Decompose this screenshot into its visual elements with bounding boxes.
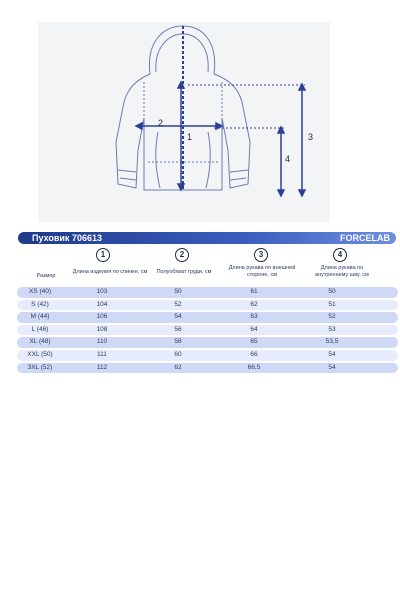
- measure-label-2: 2: [158, 118, 164, 128]
- value-cell: 50: [328, 288, 336, 295]
- value-cell: 65: [250, 338, 258, 346]
- value-cell: 54: [328, 363, 336, 371]
- value-cell: 112: [96, 363, 108, 371]
- column-number-circle: 3: [254, 248, 268, 262]
- size-cell: L (46): [31, 325, 49, 333]
- value-cell: 51: [328, 300, 336, 308]
- size-cell: S (42): [31, 300, 49, 308]
- table-row: [17, 311, 398, 324]
- column-header: Длина рукава по внешней стороне, см: [228, 265, 296, 278]
- value-cell: 62: [250, 300, 258, 308]
- jacket-drawing: [38, 22, 330, 222]
- value-cell: 110: [96, 338, 108, 346]
- table-row: [17, 362, 398, 375]
- column-header: Полуобхват груди, см: [156, 269, 212, 275]
- value-cell: 104: [96, 300, 108, 308]
- value-cell: 58: [174, 338, 182, 346]
- measure-label-1: 1: [187, 132, 193, 142]
- value-cell: 52: [174, 300, 182, 308]
- value-cell: 60: [174, 350, 182, 358]
- value-cell: 54: [328, 350, 336, 358]
- column-number-circle: 2: [175, 248, 189, 262]
- value-cell: 53,5: [325, 338, 339, 346]
- measure-label-3: 3: [308, 132, 314, 142]
- value-cell: 52: [328, 313, 336, 321]
- size-table: [17, 286, 398, 374]
- column-number-row: [0, 248, 400, 262]
- value-cell: 63: [250, 313, 258, 321]
- value-cell: 66,5: [247, 363, 261, 371]
- value-cell: 64: [250, 325, 258, 333]
- table-row: [17, 349, 398, 362]
- value-cell: 111: [97, 350, 107, 358]
- table-row: [17, 324, 398, 337]
- value-cell: 54: [174, 313, 182, 321]
- table-row: [17, 299, 398, 312]
- column-headers: [0, 265, 400, 287]
- size-cell: XS (40): [28, 288, 52, 295]
- size-cell: 3XL (52): [27, 363, 53, 371]
- column-number-circle: 4: [333, 248, 347, 262]
- table-row: [17, 336, 398, 349]
- column-header: Длина рукава по внутреннему шву, см: [315, 265, 369, 278]
- table-title-bar: [18, 232, 396, 244]
- value-cell: 61: [250, 288, 258, 295]
- size-cell: XXL (50): [27, 350, 53, 358]
- measure-label-4: 4: [285, 154, 291, 164]
- jacket-sketch: [38, 22, 330, 222]
- size-cell: XL (48): [29, 338, 51, 346]
- value-cell: 66: [250, 350, 258, 358]
- value-cell: 108: [96, 325, 108, 333]
- size-column-header: Размер: [36, 273, 56, 279]
- brand-name: FORCELAB: [340, 233, 390, 243]
- column-number-circle: 1: [96, 248, 110, 262]
- value-cell: 50: [174, 288, 182, 295]
- value-cell: 56: [174, 325, 182, 333]
- value-cell: 106: [96, 313, 108, 321]
- value-cell: 53: [328, 325, 336, 333]
- value-cell: 62: [174, 363, 182, 371]
- value-cell: 103: [96, 288, 108, 295]
- table-row: [17, 286, 398, 299]
- product-title: Пуховик 706613: [32, 233, 102, 243]
- size-cell: M (44): [30, 313, 50, 321]
- column-header: Длина изделия по спинке, см: [72, 269, 148, 275]
